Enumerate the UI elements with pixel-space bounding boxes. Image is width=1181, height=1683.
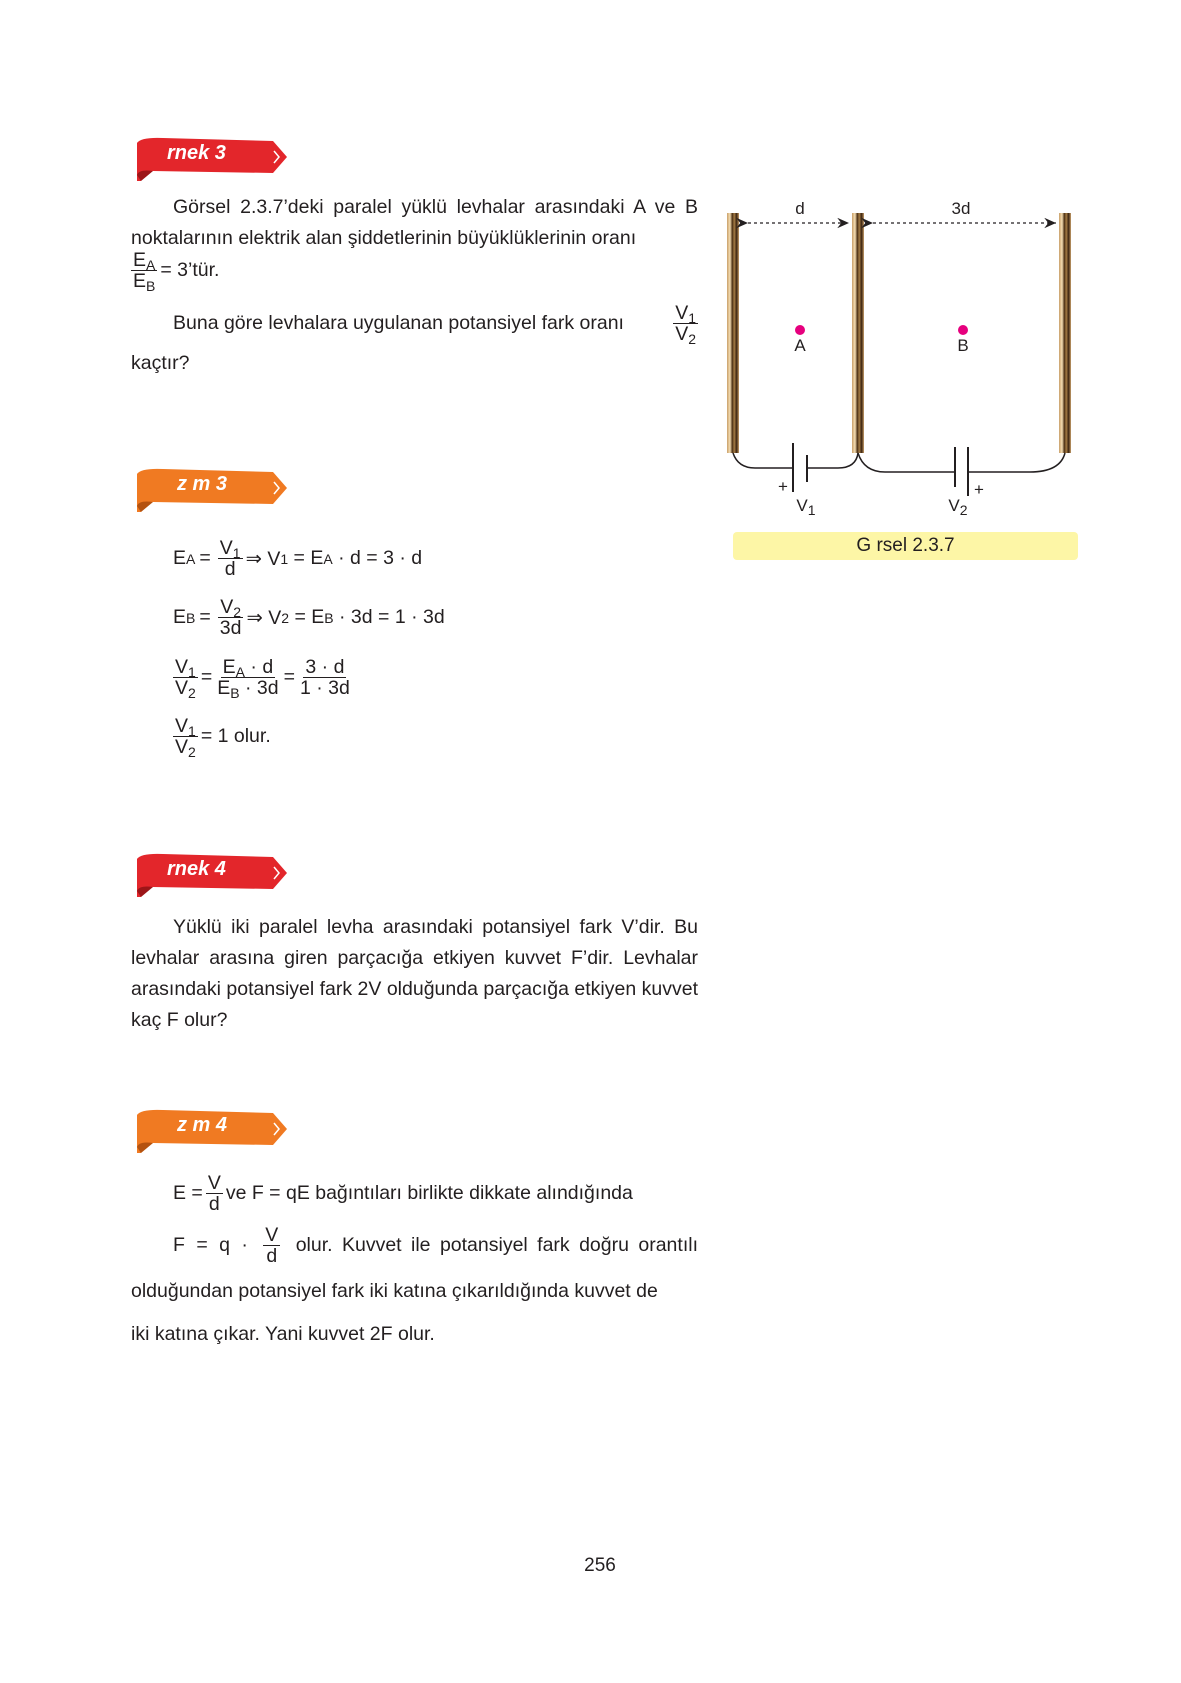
point-b-label: B	[957, 336, 969, 355]
ratio-ea-eb: $\frac{E_A}{E_B}$ = 3’tür.	[133, 249, 220, 294]
plate-3	[1059, 213, 1071, 453]
example-3-statement: Görsel 2.3.7’deki paralel yüklü levhalar arasındaki A ve B noktalarının elektrik alan şiddetlerinin büyüklüklerinin oranı	[131, 196, 698, 249]
solution-3-title: z m 3	[177, 473, 228, 495]
example-4-banner	[133, 851, 289, 897]
solution-4-banner	[133, 1107, 289, 1153]
solution-4-title: z m 4	[177, 1114, 228, 1136]
example-4-text	[131, 912, 698, 1036]
battery-1-plus: +	[778, 477, 788, 496]
distance-d-label: d	[795, 199, 805, 218]
example-3-title: rnek 3	[167, 142, 226, 164]
solution-4-line-1: E = $\frac{V}{d}$ ve F = qE bağıntıları birlikte dikkate alındığında	[173, 1172, 633, 1215]
question-end: kaçtır?	[131, 352, 190, 374]
wire-2	[858, 453, 1065, 472]
equation-4: $\frac{V_1}{V_2}$ = 1 olur.	[175, 715, 271, 760]
equation-3: $\frac{V_1}{V_2}$ = $\frac{E_A \cdot d}{E_B \cdot 3d}$ = $\frac{3 \cdot d}{1 \cdot 3d}$	[175, 656, 350, 701]
v2-label: $V_2$	[948, 496, 968, 518]
point-a-label: A	[794, 336, 806, 355]
figure-caption: G rsel 2.3.7	[733, 532, 1078, 560]
equation-2: E B = $\frac{V_2}{3d}$ ⇒ V 2 = E B · 3d = 1 · 3d	[173, 596, 445, 639]
distance-3d-label: 3d	[951, 199, 971, 218]
example-3-question: Buna göre levhalara uygulanan potansiyel fark oranı $\frac{V_1}{V_2}$	[131, 303, 698, 344]
ratio-value: = 3’tür.	[160, 259, 220, 281]
solution-4-line-4: iki katına çıkar. Yani kuvvet 2F olur.	[131, 1323, 435, 1345]
solution-4-line-3: olduğundan potansiyel fark iki katına çıkarıldığında kuvvet de	[131, 1280, 658, 1302]
solution-4-line-2: F = q · $\frac{V}{d}$ olur. Kuvvet ile potansiyel fark doğru orantılı	[173, 1224, 698, 1267]
page-number: 256	[584, 1555, 616, 1576]
solution-3-banner	[133, 466, 289, 512]
battery-2-plus: +	[974, 480, 984, 499]
plate-1	[727, 213, 739, 453]
plate-2	[852, 213, 864, 453]
point-a-dot	[795, 325, 805, 335]
example-4-title: rnek 4	[167, 858, 226, 880]
point-b-dot	[958, 325, 968, 335]
example-4-statement: Yüklü iki paralel levha arasındaki potansiyel fark V’dir. Bu levhalar arasına giren parçacığa etkiyen kuvvet F’dir. Levhalar arasındaki potansiyel fark 2V olduğunda parçacığa etkiyen kuvvet kaç F olur?	[131, 916, 698, 1031]
question-text: Buna göre levhalara uygulanan potansiyel fark oranı	[173, 312, 624, 334]
equation-1: E A = $\frac{V_1}{d}$ ⇒ V 1 = E A · d = 3 · d	[173, 537, 423, 580]
wire-1	[733, 453, 858, 468]
v1-label: $V_1$	[796, 496, 816, 518]
